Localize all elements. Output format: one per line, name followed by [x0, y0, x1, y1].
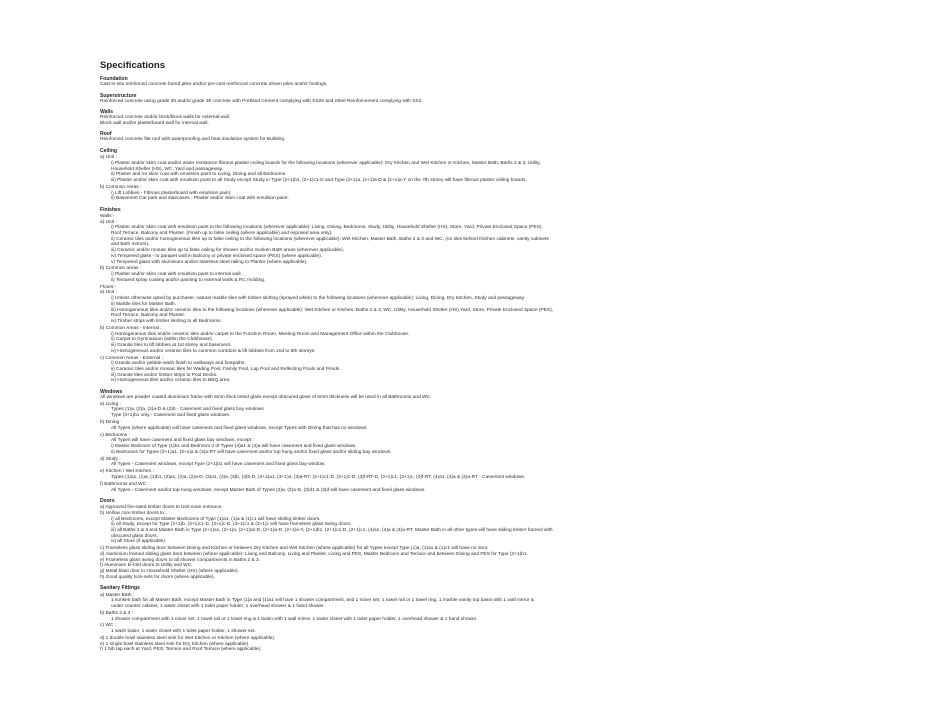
spec-item — [100, 402, 830, 419]
item-line: b) Baths 2 & 3 : — [100, 610, 134, 616]
sub-item-line: iv) Homogeneous and/or ceramic tiles to common corridors & lift lobbies from 2nd to 8th storeys. — [111, 348, 316, 354]
sub-item-line: Roof Terrace, Balcony and Planter. (Finish up to false ceiling (where applicable) and exposed area only). — [111, 231, 333, 236]
specification-sections — [100, 76, 830, 653]
item-line: f) Bathrooms and WC : — [100, 481, 149, 487]
item-line: c) WC : — [100, 623, 116, 629]
sub-item-line: All Types (where applicable) will have casement and fixed glass windows, except Types with Dining that has no windows. — [111, 425, 368, 431]
spec-item — [100, 356, 830, 385]
sub-item-line: All Types will have casement and fixed glass bay windows, except : — [111, 438, 254, 444]
spec-item — [100, 326, 830, 355]
item-line: c) Frameless glass sliding door between Dining and Kitchen or between Dry Kitchen and Wet Kitchen (where applicable) for all Types except Type (1)a, (1)a1 & (1)c1 will have no door. — [100, 546, 489, 552]
item-line: f) Aluminium bi-fold doors to Utility and WC. — [100, 563, 193, 569]
sub-item-line: iii) Granite tiles and/or timber strips to Pool Decks. — [111, 372, 218, 378]
spec-section — [100, 207, 830, 385]
item-line: h) Good quality lock-sets for doors (where applicable). — [100, 574, 215, 580]
item-line: Floors:- — [100, 284, 117, 290]
spec-section — [100, 109, 830, 127]
item-line: b) Common Areas : — [100, 184, 142, 190]
item-line: a) Unit : — [100, 155, 117, 161]
spec-item — [100, 623, 830, 634]
section-heading: Roof — [100, 131, 112, 138]
section-heading: Foundation — [100, 76, 128, 82]
item-line: a) Unit : — [100, 219, 117, 225]
item-line: g) Metal blast door to Household Shelter (HS) (where applicable). — [100, 569, 239, 575]
item-line: d) Aluminium framed sliding glass door between (where applicable): Living and Balcony, Living and Planter, Living and PES, Master Bedroom and Terrace and between Dining and PES for Type (3+1)b1. — [100, 552, 528, 557]
item-line: d) Study : — [100, 456, 121, 462]
spec-item — [100, 185, 830, 202]
sub-item-line: All Types - Casement windows, except Type (2+1)b1 will have casement and fixed glass bay window. — [111, 462, 326, 468]
item-line: d) 1 double bowl stainless steel sink for Wet Kitchen or Kitchen (where applicable). — [100, 635, 276, 641]
sub-item-line: i) all Bedrooms, except Master Bedrooms of Type (1)a1, (1)a & (1)c1 will have sliding timber doors. — [111, 516, 321, 522]
sub-item-line: i) Plaster and/or skim coat and/or water resistance fibrous plaster ceiling boards for the following locations (wherever applicable): Dry Kitchen and Wet Kitchen or Kitchen, Master Bath, Baths 2 & 3, Utility, — [111, 160, 541, 166]
section-heading: Windows — [100, 388, 123, 395]
spec-item — [100, 420, 830, 431]
sub-item-line: under counter cabinet, 1 water closet with 1 toilet paper holder, 1 overhead shower & 1 hand shower. — [111, 603, 325, 609]
sub-item-line: iii) Plaster and/or skim coat with emulsion paint to all Study except Study in Type (2+1)b1, (2+1)c1-D and Type (2+1)a, (2+1)a-D & (2+1)a-Y on the 7th storey will have fibrous plaster ceiling boards. — [111, 177, 527, 183]
section-heading: Finishes — [100, 206, 121, 213]
sub-item-line: Household Shelter (HS), WC, Yard and passageway. — [111, 166, 223, 172]
spec-section — [100, 148, 830, 202]
section-line: Reinforced concrete flat roof with waterproofing and heat insulation system for Building. — [100, 137, 286, 143]
section-line: Cast-in-situ reinforced concrete bored piles and/or pre-cast reinforced concrete driven piles and/or footings. — [100, 82, 328, 88]
spec-item — [100, 546, 830, 580]
spec-item — [100, 611, 830, 622]
sub-item-line: and Bath mirrors). — [111, 242, 150, 248]
spec-section — [100, 498, 830, 581]
section-heading: Walls — [100, 109, 114, 115]
sub-item-line: Roof Terrace, Balcony and Planter. — [111, 313, 186, 319]
sub-item-line: ii) Bedrooms for Types (3+1)a1, (3+1)a & (3)a-RT will have casement and/or top hung and/or fixed glass and/or sliding bay windows. — [111, 449, 392, 455]
item-line: f) 1 bib tap each at Yard, PES, Terrace and Roof Terrace (where applicable). — [100, 647, 262, 653]
sub-item-line: ii) Ceramic tiles and/or homogeneous tiles up to false ceiling to the following locations (wherever applicable): Wet Kitchen, Master Bath, Baths 2 & 3 and WC. (no tiles behind Kitchen cabinets, vanity cabinets — [111, 236, 549, 242]
sub-item-line: ii) Marble tiles for Master Bath. — [111, 301, 177, 307]
item-line: b) Common areas : — [100, 266, 142, 272]
spec-section — [100, 389, 830, 494]
sub-item-line: i) Lift Lobbies - Fibrous plasterboard with emulsion paint. — [111, 190, 232, 196]
sub-item-line: Types (1)a1, (1)a, (1)b1, (2)a1, (2)a, (2)a-D, (3)a1, (3)a, (3)b, (3)b-D, (3+1)a1, (3+1)a, (3)a-RT, (3+1)c1-D, (3+1)c-D, (3)f-RT-D, (3+1)c1, (3+1)c, (3)f-RT, (4)a1, (4)a & (4)a-RT - Casement windows. — [111, 474, 526, 480]
item-line: a) Approved fire-rated timber doors to Unit main entrance. — [100, 505, 223, 511]
sub-item-line: iv) Homogeneous tiles and/or ceramic tiles to BBQ area. — [111, 378, 231, 384]
sub-item-line: All Types - Casement and/or top-hung windows, except Master Bath of Types (2)a, (2)a-D, (3)d1 & (3)d will have casement and fixed glass windows. — [111, 487, 426, 493]
section-heading: Superstructure — [100, 92, 137, 99]
sub-item-line: ii) all Study, except for Type (3+1)b, (3+1)c1-D, (3+1)c-D, (3+1)c1 & (3+1)c will have frameless glass swing doors. — [111, 522, 352, 528]
sub-item-line: ii) Plaster and /or skim coat with emulsion paint to Living, Dining and all Bedrooms. — [111, 172, 287, 178]
section-line: All windows are powder coated aluminium frame with 6mm thick tinted glass except obscured glass of 6mm thickness will be used in all Bathrooms and WC. — [100, 394, 432, 400]
sub-item-line: iii) Ceramic and/or mosaic tiles up to false ceiling for shower and/or Sunken Bath areas (wherever applicable). — [111, 248, 345, 254]
spec-section — [100, 76, 830, 88]
spec-item — [100, 457, 830, 468]
spec-item — [100, 482, 830, 493]
spec-item — [100, 593, 830, 610]
spec-section — [100, 93, 830, 105]
sub-item-line: ii) Basement Car park and staircases - Plaster and/or skim coat with emulsion paint. — [111, 196, 289, 202]
item-line: c) Common Areas - External : — [100, 355, 163, 361]
item-line: Walls:- — [100, 213, 115, 219]
spec-item — [100, 636, 830, 653]
section-line: Reinforced concrete using grade 35 and/or grade 36 concrete with Portland Cement complying with SS26 and Steel Reinforcement complying with SS2. — [100, 98, 423, 104]
sub-item-line: iv) Timber strips with timber skirting to all Bedrooms. — [111, 318, 222, 324]
spec-item — [100, 155, 830, 184]
sub-item-line: 1 wash basin, 1 water closet with 1 toilet paper holder, 1 shower set. — [111, 629, 256, 635]
spec-item — [100, 285, 830, 325]
sub-item-line: iii) Granite tiles to lift lobbies at 1st storey and basement. — [111, 342, 232, 348]
spec-section — [100, 585, 830, 653]
sub-item-line: i) Master Bedroom of Type (1)b1 and Bedroom 2 of Types (4)a1 & (4)a will have casement and fixed glass windows. — [111, 444, 357, 450]
sub-item-line: ii) Carpet to Gymnasium (within the Clubhouse). — [111, 337, 214, 343]
item-line: e) Kitchen / Wet Kitchen : — [100, 469, 155, 475]
sub-item-line: iii) all Baths 2 & 3 and Master Bath in Type (2+1)a1, (2+1)a, (2+1)a1-D, (2+1)a-D, (2+1)a-Y, (2+1)b1, (2+1)c1-D, (2+1)c1, (4)a1, (4)a & (4)a-RT, Master Bath in all other types will have sliding timber framed with — [111, 528, 553, 533]
sub-item-line: i) Unless otherwise opted by purchaser, natural marble tiles with timber skirting (sprayed white) to the following locations (wherever applicable): Living, Dining, Dry Kitchen, Study and passageway. — [111, 296, 525, 302]
sub-item-line: i) Granite and/or pebble-wash finish to walkways and footpaths. — [111, 361, 246, 367]
spec-item — [100, 505, 830, 545]
sub-item-line: v) Tempered glass with aluminium and/or stainless steel railing to Planter (where applicable). — [111, 259, 308, 265]
item-line: a) Unit : — [100, 290, 117, 296]
spec-item — [100, 469, 830, 480]
sub-item-line: i) Homogeneous tiles and/or ceramic tiles and/or carpet to the Function Room, Meeting Room and Management Office within the Clubhouse. — [111, 331, 410, 337]
item-line: c) Bedrooms : — [100, 432, 130, 438]
section-heading: Sanitary Fittings — [100, 585, 140, 592]
item-line: e) Frameless glass swing doors to all shower compartments in Baths 2 & 3. — [100, 557, 260, 563]
item-line: a) Living : — [100, 401, 121, 407]
spec-item — [100, 433, 830, 456]
sub-item-line: iv) all Store (if applicable). — [111, 539, 167, 545]
item-line: a) Master Bath : — [100, 592, 135, 598]
section-line: Block wall and/or plasterboard wall for internal wall. — [100, 120, 209, 126]
sub-item-line: Type (3+1)b1 only - Casement and fixed glass windows. — [111, 413, 231, 419]
spec-item — [100, 266, 830, 283]
spec-section — [100, 131, 830, 143]
item-line: b) Dining : — [100, 420, 122, 426]
sub-item-line: 1 sunken bath for all Master Bath, except Master Bath in Type (1)a and (1)a1 will have 1 shower compartment, and 1 mixer set, 1 towel rail or 1 towel ring, 1 marble vanity top basin with 1 wall mirror & — [111, 598, 535, 604]
sub-item-line: 1 shower compartment with 1 mixer set, 1 towel rail or 1 towel ring & 1 basin with 1 wall mirror, 1 water closet with 1 toilet paper holder, 1 overhead shower & 1 hand shower. — [111, 616, 478, 622]
item-line: b) Hollow core timber doors to : — [100, 510, 167, 516]
item-line: e) 1 single bowl stainless steel sink for Dry Kitchen (where applicable). — [100, 641, 250, 647]
sub-item-line: i) Plaster and/or skim coat with emulsion paint to internal wall. — [111, 272, 242, 278]
sub-item-line: iii) Homogeneous tiles and/or ceramic tiles to the following locations (wherever applicable): Wet Kitchen or Kitchen, Baths 2 & 3, WC, Utility, Household Shelter (HS),Yard, Store, Private Enclosed Space (PES), — [111, 307, 554, 313]
sub-item-line: iv) Tempered glass - to parapet wall in Balcony or private enclosed space (PES) (where applicable). — [111, 253, 323, 259]
sub-item-line: ii) Textured spray coating and/or painting to external walls & RC molding. — [111, 277, 266, 283]
item-line: b) Common Areas - Internal : — [100, 325, 162, 331]
spec-item — [100, 214, 830, 265]
sub-item-line: obscured glass doors. — [111, 533, 158, 539]
specifications-page — [100, 60, 830, 658]
section-heading: Doors — [100, 497, 115, 504]
page-title: Specifications — [100, 60, 166, 71]
section-heading: Ceiling — [100, 147, 117, 154]
sub-item-line: i) Plaster and/or skim coat with emulsion paint to the following locations (wherever applicable): Living, Dining, Bedrooms, Study, Utility, Household Shelter (HS), Store, Yard, Private Enclosed Space (PES), — [111, 225, 543, 231]
sub-item-line: ii) Ceramic tiles and/or mosaic tiles for Wading Pool, Family Pool, Lap Pool and Reflecting Pools and Ponds. — [111, 366, 341, 372]
section-line: Reinforced concrete and/or brick/block walls for external wall. — [100, 115, 231, 121]
sub-item-line: Types (1)a, (2)a, (2)a-D & (2)b - Casement and fixed glass bay windows — [111, 407, 264, 413]
